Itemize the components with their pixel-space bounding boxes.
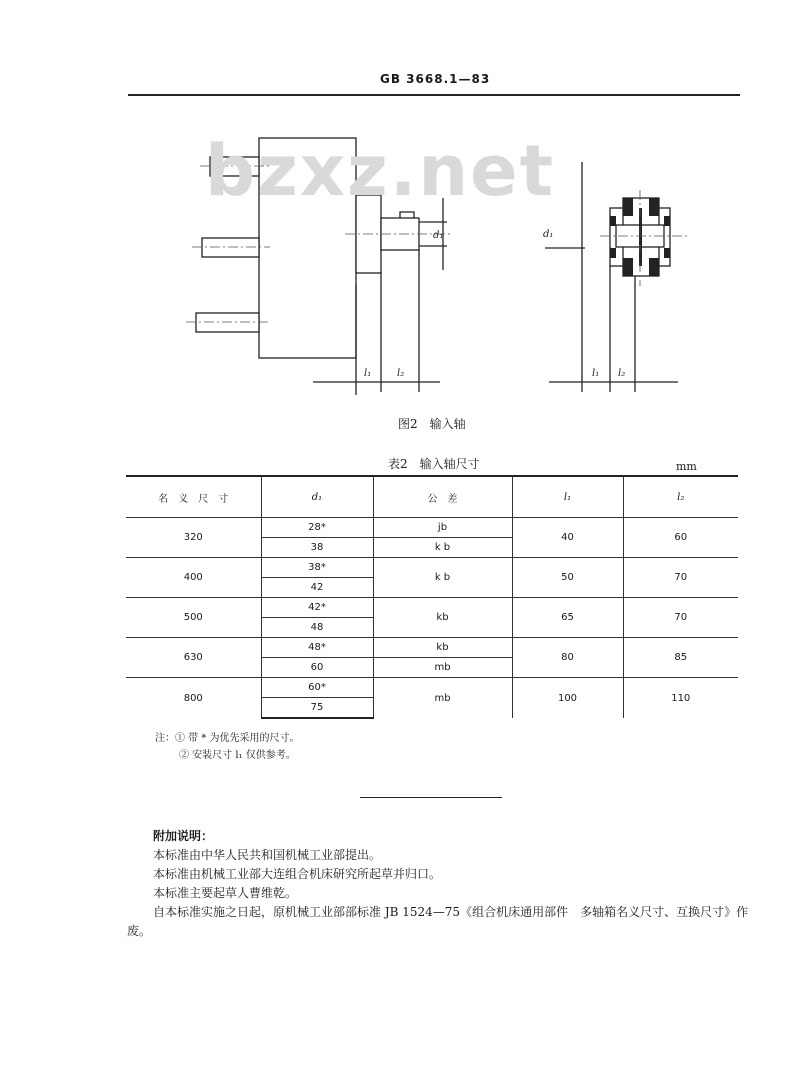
output-spindle-3 [196,313,259,332]
d1-cell: 42* [261,598,373,618]
d1-cell: 48* [261,638,373,658]
right-label-l2: l₂ [618,368,626,379]
l1-cell: 80 [512,638,623,678]
nominal-size-cell: 400 [126,558,261,598]
watermark: bzxz.net [205,130,556,212]
nominal-size-cell: 630 [126,638,261,678]
header-d1: d₁ [261,476,373,518]
right-label-d1: d₁ [543,229,554,240]
nominal-size-cell: 800 [126,678,261,719]
d1-cell: 60 [261,658,373,678]
header-tolerance: 公 差 [373,476,512,518]
d1-cell: 28* [261,518,373,538]
header-l1: l₁ [512,476,623,518]
d1-cell: 48 [261,618,373,638]
left-label-d1: d₁ [433,230,444,241]
standard-code-header: GB 3668.1—83 [380,72,491,86]
l1-cell: 40 [512,518,623,558]
tolerance-cell: mb [373,678,512,719]
tolerance-cell: k b [373,538,512,558]
table-row [126,678,738,698]
unit-label: mm [676,460,697,473]
paragraph: 本标准由机械工业部大连组合机床研究所起草并归口。 [153,867,442,881]
d1-cell: 38 [261,538,373,558]
shaft-keyway [400,212,414,218]
input-shaft-size-table [126,475,738,719]
note-2: ② 安装尺寸 l₁ 仅供参考。 [179,750,296,761]
paragraph: 自本标准实施之日起，原机械工业部部标准 JB 1524—75《组合机床通用部件 多轴箱名义尺寸、互换尺寸》作废。 [127,905,749,938]
section-separator [360,797,502,798]
table-row [126,598,738,618]
header-l2: l₂ [623,476,738,518]
output-spindle-2 [202,238,259,257]
table-row [126,638,738,658]
tolerance-cell: mb [373,658,512,678]
tolerance-cell: kb [373,638,512,658]
l2-cell: 110 [623,678,738,719]
nominal-size-cell: 320 [183,532,203,543]
right-label-l1: l₁ [592,368,600,379]
d1-cell: 38* [261,558,373,578]
tolerance-cell: jb [373,518,512,538]
additional-notes-heading: 附加说明： [153,829,214,843]
nominal-size-cell: 500 [126,598,261,638]
l2-cell: 60 [623,518,738,558]
l1-cell: 100 [512,678,623,719]
table-notes [155,730,300,764]
l2-cell: 70 [623,558,738,598]
paragraph: 本标准由中华人民共和国机械工业部提出。 [153,848,382,862]
table-row [126,558,738,578]
left-label-l2: l₂ [397,368,405,379]
left-label-l1: l₁ [364,368,372,379]
tolerance-cell: kb [373,598,512,638]
d1-cell: 75 [261,698,373,719]
table-caption: 表2 输入轴尺寸 [388,457,480,471]
tolerance-cell: k b [373,558,512,598]
figure-caption: 图2 输入轴 [398,417,466,431]
table-row [126,518,738,538]
l1-cell: 50 [512,558,623,598]
paragraph: 本标准主要起草人曹维乾。 [153,886,298,900]
d1-cell: 60* [261,678,373,698]
header-nominal-size: 名 义 尺 寸 [126,476,261,518]
d1-cell: 42 [261,578,373,598]
l2-cell: 85 [623,638,738,678]
note-1: 注：① 带 * 为优先采用的尺寸。 [155,733,300,744]
additional-notes [127,827,767,941]
l2-cell: 70 [623,598,738,638]
l1-cell: 65 [512,598,623,638]
